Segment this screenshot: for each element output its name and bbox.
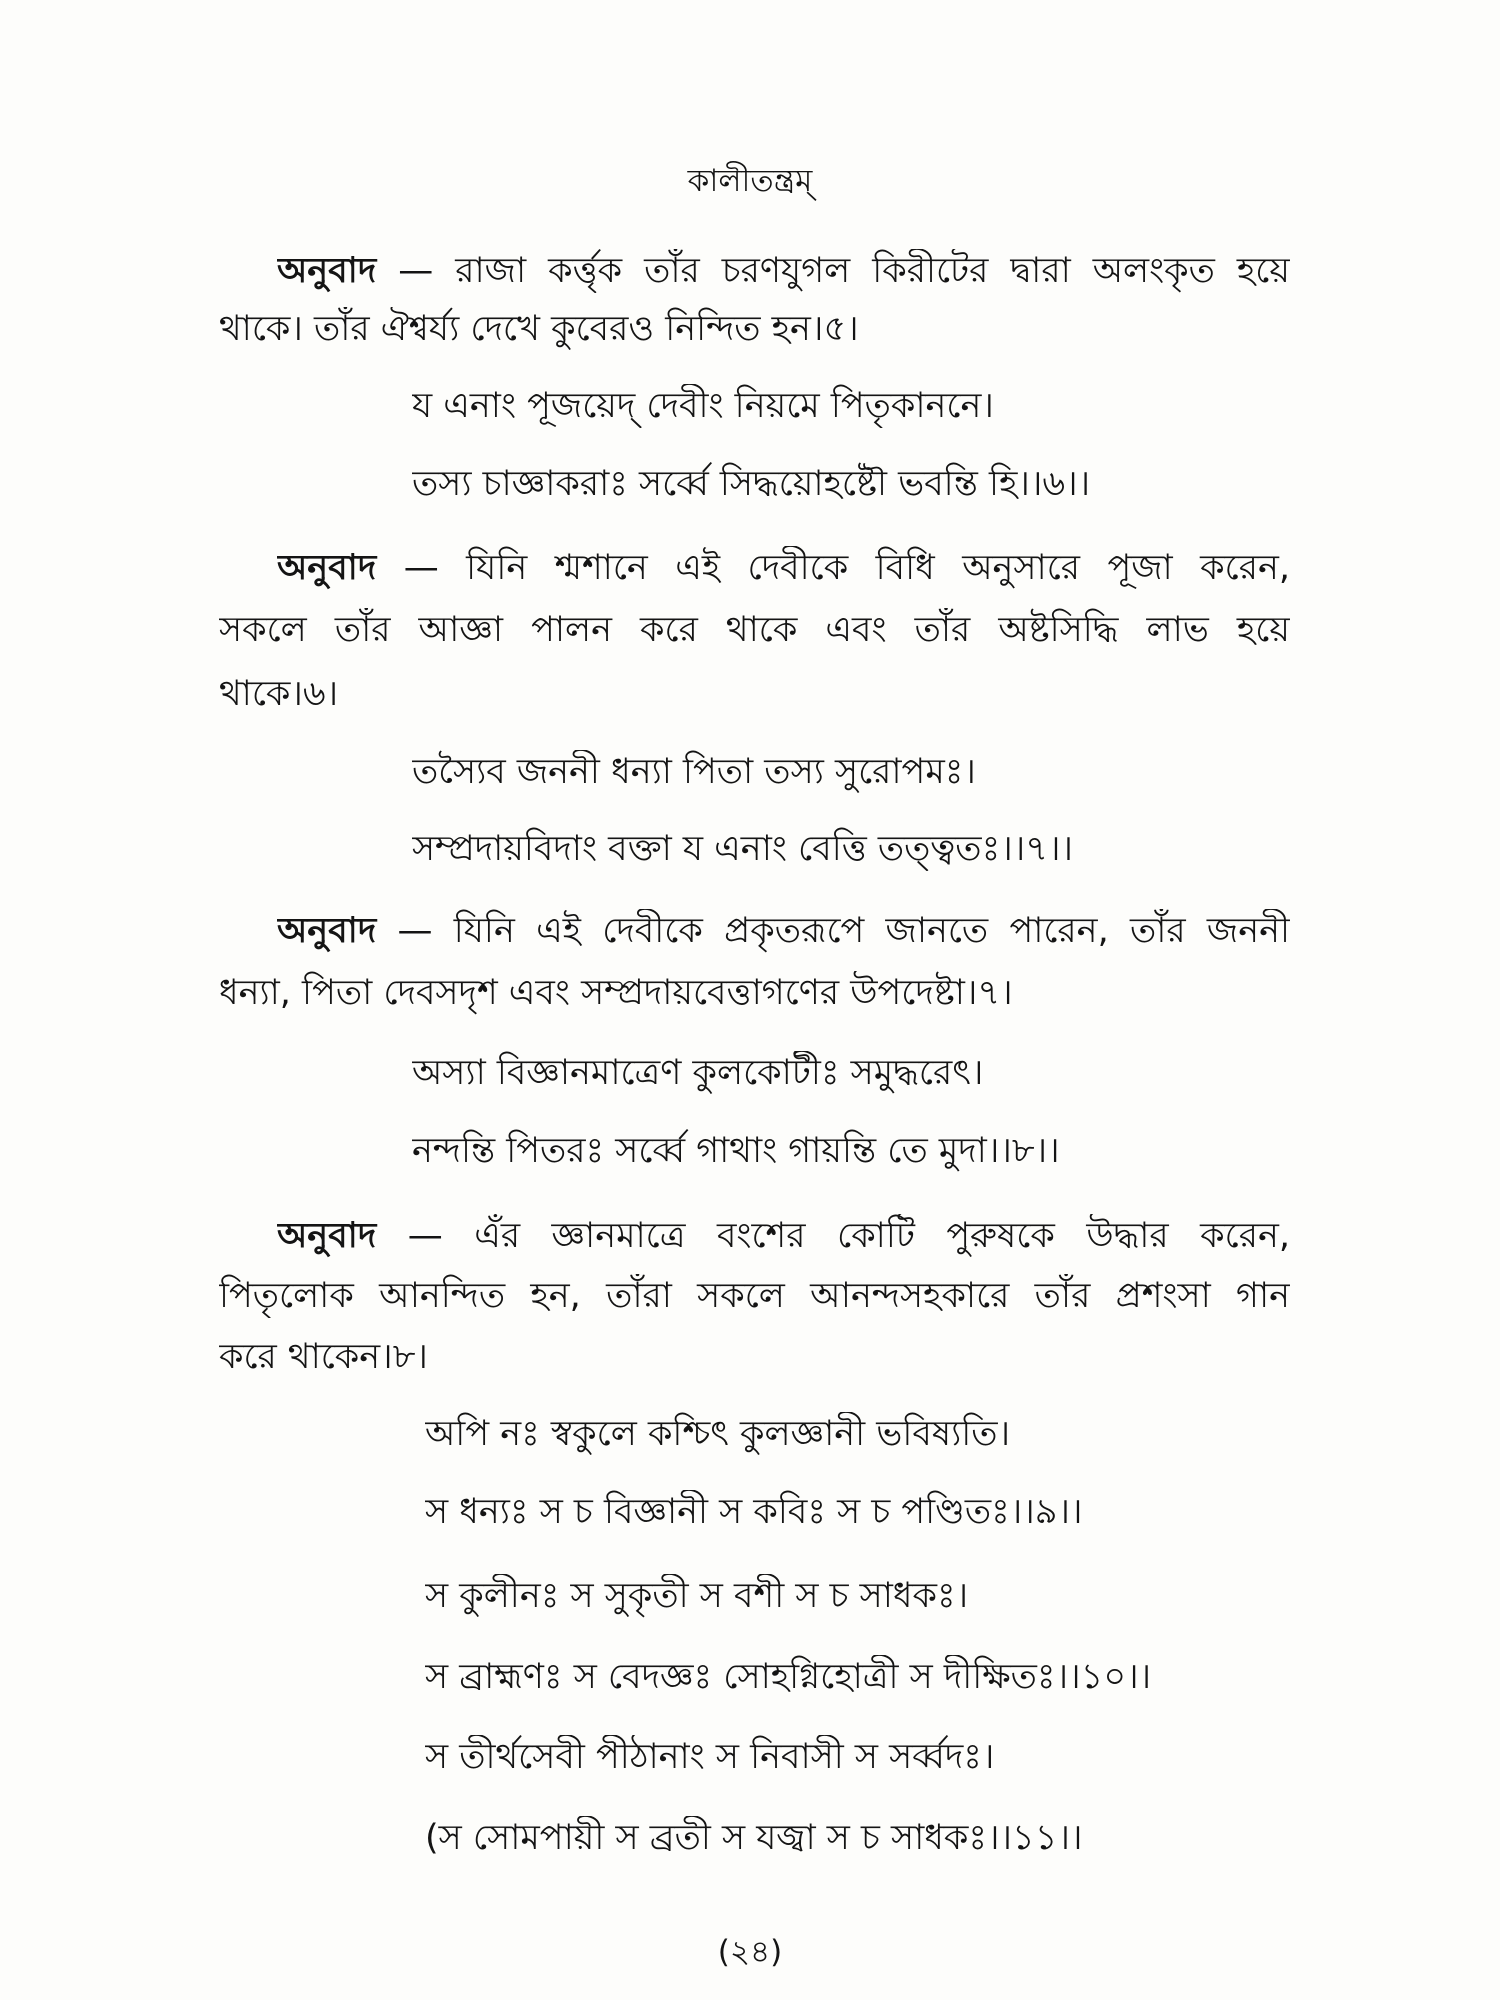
verse-line: তস্য চাজ্ঞাকরাঃ সর্ব্বে সিদ্ধয়োহষ্টৌ ভবন্তি হি।।৬।। <box>412 464 1091 504</box>
translation-text: — যিনি এই দেবীকে প্রকৃতরূপে জানতে পারেন, তাঁর জননী <box>397 911 1290 951</box>
verse-line: অস্যা বিজ্ঞানমাত্রেণ কুলকোটীঃ সমুদ্ধরেৎ। <box>412 1053 984 1093</box>
translation-line <box>277 1214 1290 1258</box>
verse-line: য এনাং পূজয়েদ্ দেবীং নিয়মে পিতৃকাননে। <box>412 386 994 426</box>
verse-line: (স সোমপায়ী স ব্রতী স যজ্বা স চ সাধকঃ।।১১।। <box>425 1818 1083 1858</box>
translation-line: থাকে।৬। <box>219 674 339 714</box>
translation-line <box>277 546 1290 590</box>
translation-line: ধন্যা, পিতা দেবসদৃশ এবং সম্প্রদায়বেত্তাগণের উপদেষ্টা।৭। <box>219 973 1013 1013</box>
translation-line <box>277 249 1290 293</box>
verse-line: স ধন্যঃ স চ বিজ্ঞানী স কবিঃ স চ পণ্ডিতঃ।।৯।। <box>425 1492 1083 1532</box>
translation-label: অনুবাদ <box>277 911 377 951</box>
verse-line: অপি নঃ স্বকুলে কশ্চিৎ কুলজ্ঞানী ভবিষ্যতি। <box>425 1414 1011 1454</box>
translation-label: অনুবাদ <box>277 548 377 588</box>
translation-text: — এঁর জ্ঞানমাত্রে বংশের কোটি পুরুষকে উদ্ধার করেন, <box>407 1216 1290 1256</box>
translation-line <box>277 909 1290 953</box>
verse-line: স কুলীনঃ স সুকৃতী স বশী স চ সাধকঃ। <box>425 1576 969 1616</box>
verse-line: তস্যৈব জননী ধন্যা পিতা তস্য সুরোপমঃ। <box>412 752 976 792</box>
verse-line: স তীর্থসেবী পীঠানাং স নিবাসী স সর্ব্বদঃ। <box>425 1737 995 1777</box>
translation-line: পিতৃলোক আনন্দিত হন, তাঁরা সকলে আনন্দসহকারে তাঁর প্রশংসা গান <box>219 1276 1290 1316</box>
running-head: কালীতন্ত্রম্ <box>687 163 813 199</box>
translation-line: করে থাকেন।৮। <box>219 1337 428 1377</box>
translation-text: — রাজা কর্ত্তৃক তাঁর চরণযুগল কিরীটের দ্বারা অলংকৃত হয়ে <box>398 251 1290 291</box>
translation-line: থাকে। তাঁর ঐশ্বর্য্য দেখে কুবেরও নিন্দিত হন।৫। <box>219 309 859 349</box>
translation-label: অনুবাদ <box>277 251 377 291</box>
translation-text: — যিনি শ্মশানে এই দেবীকে বিধি অনুসারে পূজা করেন, <box>403 548 1290 588</box>
verse-line: স ব্রাহ্মণঃ স বেদজ্ঞঃ সোহগ্নিহোত্রী স দীক্ষিতঃ।।১০।। <box>425 1657 1152 1697</box>
verse-line: নন্দন্তি পিতরঃ সর্ব্বে গাথাং গায়ন্তি তে মুদা।।৮।। <box>412 1131 1060 1171</box>
translation-line: সকলে তাঁর আজ্ঞা পালন করে থাকে এবং তাঁর অষ্টসিদ্ধি লাভ হয়ে <box>219 610 1290 650</box>
verse-line: সম্প্রদায়বিদাং বক্তা য এনাং বেত্তি তত্ত্বতঃ।।৭।। <box>412 829 1074 869</box>
translation-label: অনুবাদ <box>277 1216 377 1256</box>
page-number: (২৪) <box>717 1934 783 1970</box>
